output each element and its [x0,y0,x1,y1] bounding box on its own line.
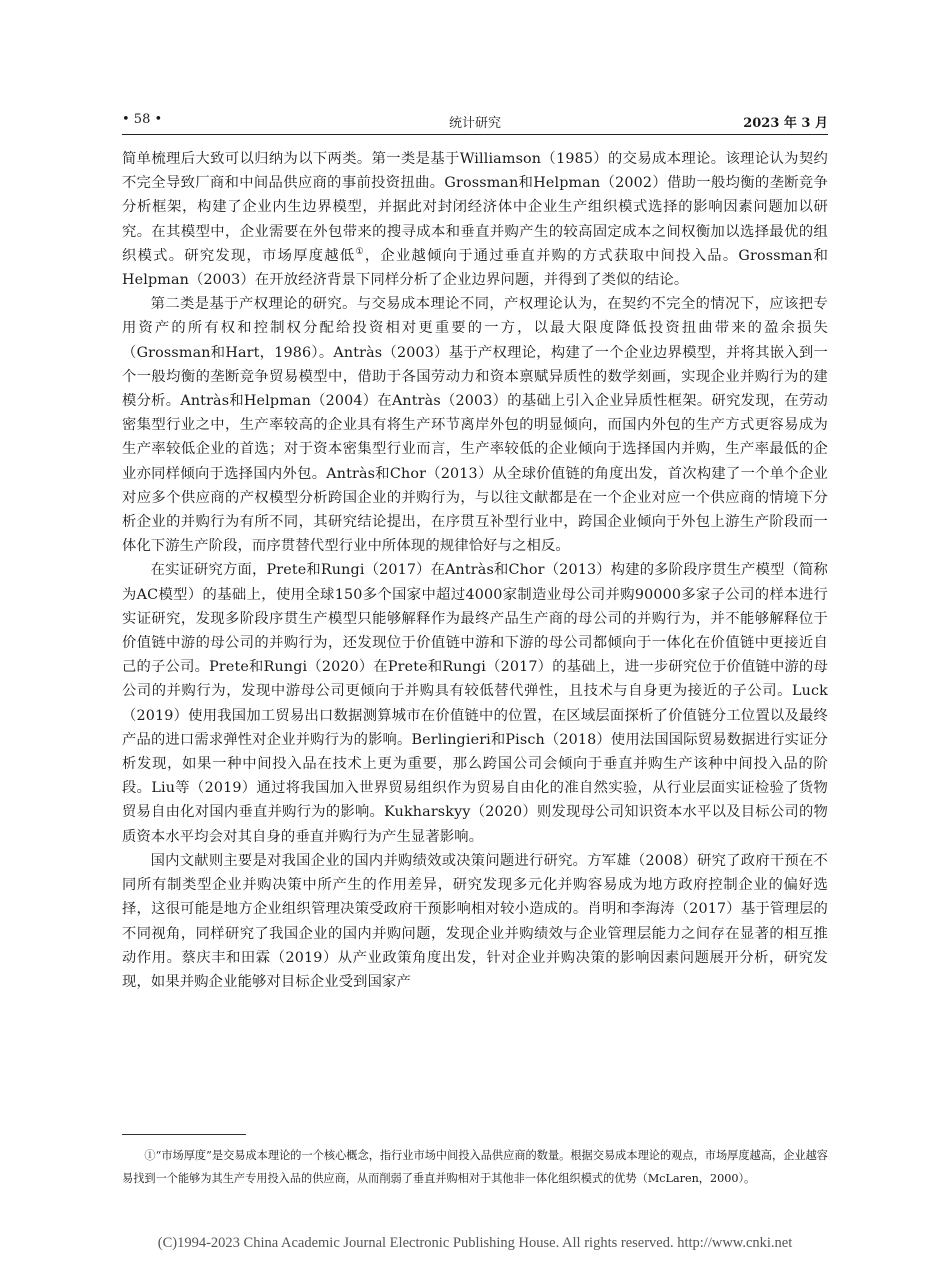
page-header [122,110,828,132]
footnote-marker[interactable]: ① [355,247,365,258]
page-number: • 58 • [122,112,163,127]
article-body [122,147,828,994]
footnote-rule [122,1134,246,1135]
journal-title: 统计研究 [448,116,501,131]
copyright-notice: (C)1994-2023 China Academic Journal Electronic Publishing House. All rights reserved. http://www.cnki.net [157,1235,793,1251]
header-rule [122,134,828,135]
issue-date: 2023 年 3 月 [743,116,828,131]
paragraph-2: 第二类是基于产权理论的研究。与交易成本理论不同，产权理论认为，在契约不完全的情况下，应该把专用资产的所有权和控制权分配给投资相对更重要的一方，以最大限度降低投资扭曲带来的盈余损失（Grossman和Hart，1986）。Antràs（2003）基于产权理论，构建了一个企业边界模型，并将其嵌入到一个一般均衡的垄断竞争贸易模型中，借助于各国劳动力和资本禀赋异质性的数学刻画，实现企业并购行为的建模分析。Antràs和Helpman（2004）在Antràs（2003）的基础上引入企业异质性框架。研究发现，在劳动密集型行业之中，生产率较高的企业具有将生产环节离岸外包的明显倾向，而国内外包的生产方式更容易成为生产率较低企业的首选；对于资本密集型行业而言，生产率较低的企业倾向于选择国内并购，生产率最低的企业亦同样倾向于选择国内外包。Antràs和Chor（2013）从全球价值链的角度出发，首次构建了一个单个企业对应多个供应商的产权模型分析跨国企业的并购行为，与以往文献都是在一个企业对应一个供应商的情境下分析企业的并购行为有所不同，其研究结论提出，在序贯互补型行业中，跨国企业倾向于外包上游生产阶段而一体化下游生产阶段，而序贯替代型行业中所体现的规律恰好与之相反。 [122,296,828,555]
footnote: ①“市场厚度”是交易成本理论的一个核心概念，指行业市场中间投入品供应商的数量。根据交易成本理论的观点，市场厚度越高，企业越容易找到一个能够为其生产专用投入品的供应商，从而削弱了垂直并购相对于其他非一体化组织模式的优势（McLaren，2000）。 [122,1149,828,1185]
paragraph-1: 简单梳理后大致可以归纳为以下两类。第一类是基于Williamson（1985）的交易成本理论。该理论认为契约不完全导致厂商和中间品供应商的事前投资扭曲。Grossman和Helpman（2002）借助一般均衡的垄断竞争分析框架，构建了企业内生边界模型，并据此对封闭经济体中企业生产组织模式选择的影响因素问题加以研究。在其模型中，企业需要在外包带来的搜寻成本和垂直并购产生的较高固定成本之间权衡加以选择最优的组织模式。研究发现，市场厚度越低①，企业越倾向于通过垂直并购的方式获取中间投入品。Grossman和Helpman（2003）在开放经济背景下同样分析了企业边界问题，并得到了类似的结论。 [122,151,829,289]
paragraph-3: 在实证研究方面，Prete和Rungi（2017）在Antràs和Chor（2013）构建的多阶段序贯生产模型（简称为AC模型）的基础上，使用全球150多个国家中超过4000家制造业母公司并购90000多家子公司的样本进行实证研究，发现多阶段序贯生产模型只能够解释作为最终产品生产商的母公司的并购行为，并不能够解释位于价值链中游的母公司的并购行为，还发现位于价值链中游和下游的母公司都倾向于一体化在价值链中更接近自己的子公司。Prete和Rungi（2020）在Prete和Rungi（2017）的基础上，进一步研究位于价值链中游的母公司的并购行为，发现中游母公司更倾向于并购具有较低替代弹性，且技术与自身更为接近的子公司。Luck（2019）使用我国加工贸易出口数据测算城市在价值链中的位置，在区域层面探析了价值链分工位置以及最终产品的进口需求弹性对企业并购行为的影响。Berlingieri和Pisch（2018）使用法国国际贸易数据进行实证分析发现，如果一种中间投入品在技术上更为重要，那么跨国公司会倾向于垂直并购生产该种中间投入品的阶段。Liu等（2019）通过将我国加入世界贸易组织作为贸易自由化的准自然实验，从行业层面实证检验了货物贸易自由化对国内垂直并购行为的影响。Kukharskyy（2020）则发现母公司知识资本水平以及目标公司的物质资本水平均会对其自身的垂直并购行为产生显著影响。 [122,562,828,845]
paragraph-4: 国内文献则主要是对我国企业的国内并购绩效或决策问题进行研究。方军雄（2008）研究了政府干预在不同所有制类型企业并购决策中所产生的作用差异，研究发现多元化并购容易成为地方政府控制企业的偏好选择，这很可能是地方企业组织管理决策受政府干预影响相对较小造成的。肖明和李海涛（2017）基于管理层的不同视角，同样研究了我国企业的国内并购问题，发现企业并购绩效与企业管理层能力之间存在显著的相互推动作用。蔡庆丰和田霖（2019）从产业政策角度出发，针对企业并购决策的影响因素问题展开分析，研究发现，如果并购企业能够对目标企业受到国家产 [122,852,828,990]
